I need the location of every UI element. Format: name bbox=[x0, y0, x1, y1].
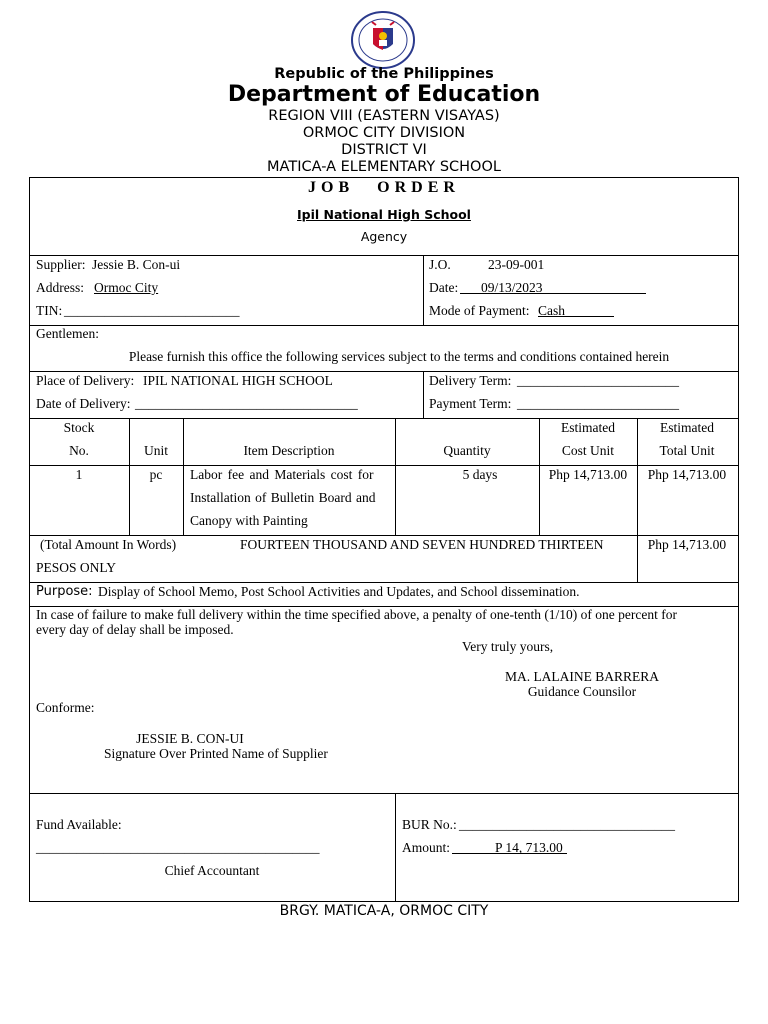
address-value: Ormoc City bbox=[94, 280, 159, 295]
delivery-term-label: Delivery Term: bbox=[429, 373, 512, 388]
agency-label: Agency bbox=[360, 229, 408, 244]
col-cost-header-1: Estimated bbox=[561, 420, 615, 435]
bur-blank: ________________________________ bbox=[459, 817, 675, 832]
row-desc-line2: Installation of Bulletin Board and bbox=[190, 490, 376, 505]
col-total-header-1: Estimated bbox=[660, 420, 714, 435]
payment-term-blank: ________________________ bbox=[517, 396, 679, 411]
col-stock-header-1: Stock bbox=[63, 420, 95, 435]
footer-address: BRGY. MATICA-A, ORMOC CITY bbox=[279, 903, 489, 919]
date-label: Date: bbox=[429, 280, 459, 295]
col-total-header-2: Total Unit bbox=[659, 443, 715, 458]
header-region: REGION VIII (EASTERN VISAYAS) bbox=[268, 108, 500, 124]
header-school: MATICA-A ELEMENTARY SCHOOL bbox=[267, 159, 501, 175]
signatory-title: Guidance Counsilor bbox=[527, 684, 637, 699]
row-desc-line3: Canopy with Painting bbox=[190, 513, 308, 528]
supplier-signature-name: JESSIE B. CON-UI bbox=[136, 731, 244, 746]
supplier-value: Jessie B. Con-ui bbox=[92, 257, 181, 272]
delivery-term-blank: ________________________ bbox=[517, 373, 679, 388]
row-quantity: 5 days bbox=[462, 467, 498, 482]
supplier-signature-caption: Signature Over Printed Name of Supplier bbox=[104, 746, 328, 761]
place-of-delivery-value: IPIL NATIONAL HIGH SCHOOL bbox=[143, 373, 333, 388]
col-stock-header-2: No. bbox=[69, 443, 89, 458]
gentlemen-label: Gentlemen: bbox=[36, 326, 99, 341]
purpose-text: Display of School Memo, Post School Activities and Updates, and School dissemination. bbox=[98, 584, 580, 599]
signatory-name: MA. LALAINE BARRERA bbox=[504, 669, 660, 684]
row-desc-line1: Labor fee and Materials cost for bbox=[190, 467, 374, 482]
tin-label: TIN: bbox=[36, 303, 63, 318]
mode-value: Cash bbox=[538, 303, 565, 318]
date-value: 09/13/2023 bbox=[481, 280, 543, 295]
row-stock-no: 1 bbox=[75, 467, 83, 482]
col-qty-header: Quantity bbox=[443, 443, 491, 458]
penalty-line2: every day of delay shall be imposed. bbox=[36, 622, 234, 637]
jo-value: 23-09-001 bbox=[488, 257, 545, 272]
col-cost-header-2: Cost Unit bbox=[561, 443, 615, 458]
bur-label: BUR No.: bbox=[402, 817, 457, 832]
header-department: Department of Education bbox=[227, 82, 541, 107]
amount-value: P 14, 713.00 bbox=[495, 840, 563, 855]
header-republic: Republic of the Philippines bbox=[274, 66, 494, 82]
tin-blank: __________________________ bbox=[64, 303, 240, 318]
chief-accountant-label: Chief Accountant bbox=[164, 863, 260, 878]
supplier-label: Supplier: bbox=[36, 257, 86, 272]
form-title: JOB ORDER bbox=[308, 179, 460, 196]
row-unit: pc bbox=[149, 467, 163, 482]
total-amount: Php 14,713.00 bbox=[647, 537, 727, 552]
date-of-delivery-label: Date of Delivery: bbox=[36, 396, 131, 411]
furnish-text: Please furnish this office the following services subject to the terms and conditions contained herein bbox=[128, 349, 670, 364]
amount-label: Amount: bbox=[402, 840, 451, 855]
total-words-value-2: PESOS ONLY bbox=[36, 560, 117, 575]
total-words-label: (Total Amount In Words) bbox=[40, 537, 177, 552]
total-words-value: FOURTEEN THOUSAND AND SEVEN HUNDRED THIRTEEN bbox=[240, 537, 604, 552]
closing-text: Very truly yours, bbox=[462, 639, 554, 654]
col-unit-header: Unit bbox=[143, 443, 168, 458]
payment-term-label: Payment Term: bbox=[429, 396, 512, 411]
header-district: DISTRICT VI bbox=[341, 142, 427, 158]
deped-seal-logo bbox=[350, 10, 416, 70]
date-of-delivery-blank: _________________________________ bbox=[135, 396, 358, 411]
row-total-unit: Php 14,713.00 bbox=[647, 467, 727, 482]
row-cost-unit: Php 14,713.00 bbox=[548, 467, 628, 482]
purpose-label: Purpose: bbox=[36, 584, 93, 599]
penalty-line1: In case of failure to make full delivery within the time specified above, a penalty of one-tenth (1/10) of one percent for bbox=[36, 607, 678, 622]
agency-name: Ipil National High School bbox=[297, 207, 471, 222]
place-of-delivery-label: Place of Delivery: bbox=[36, 373, 135, 388]
jo-label: J.O. bbox=[429, 257, 451, 272]
conforme-label: Conforme: bbox=[36, 700, 95, 715]
address-label: Address: bbox=[36, 280, 84, 295]
fund-available-blank: __________________________________________ bbox=[36, 840, 320, 855]
fund-available-label: Fund Available: bbox=[36, 817, 122, 832]
col-desc-header: Item Description bbox=[243, 443, 335, 458]
mode-label: Mode of Payment: bbox=[429, 303, 530, 318]
header-division: ORMOC CITY DIVISION bbox=[302, 125, 466, 141]
